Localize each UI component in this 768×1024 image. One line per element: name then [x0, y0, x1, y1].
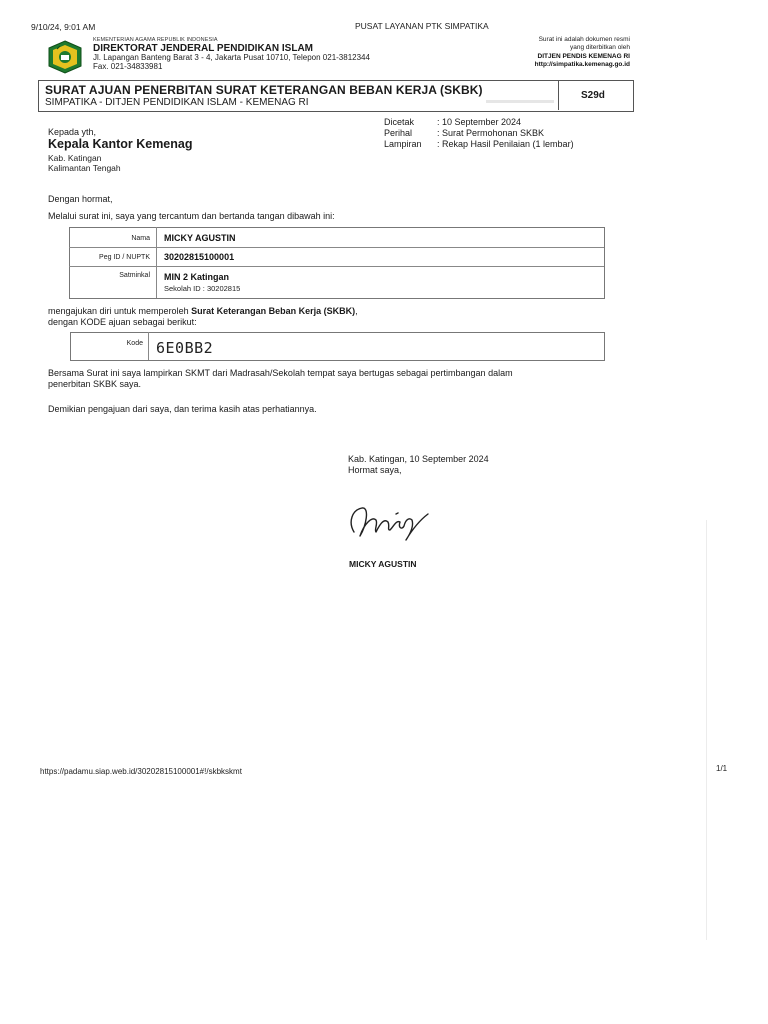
letter-subtitle: SIMPATIKA - DITJEN PENDIDIKAN ISLAM - KEMENAG RI [45, 97, 309, 108]
identity-row-divider [69, 247, 604, 248]
request-text-line2: dengan KODE ajuan sebagai berikut: [48, 317, 197, 327]
recipient-province: Kalimantan Tengah [48, 163, 121, 173]
lampiran-value: : Rekap Hasil Penilaian (1 lembar) [437, 139, 574, 149]
kode-label: Kode [126, 340, 143, 347]
nama-value: MICKY AGUSTIN [164, 233, 236, 243]
request-text-pre: mengajukan diri untuk memperoleh [48, 306, 192, 316]
lampiran-label: Lampiran [384, 139, 422, 149]
footer-url: https://padamu.siap.web.id/30202815100001#!/skbkskmt [40, 767, 242, 776]
directorate-address: Jl. Lapangan Banteng Barat 3 - 4, Jakarta Pusat 10710, Telepon 021-3812344 [93, 53, 370, 62]
kode-box [70, 332, 605, 361]
kemenag-logo-icon [46, 40, 84, 74]
dicetak-label: Dicetak [384, 117, 415, 127]
footer-page-number: 1/1 [716, 764, 728, 773]
recipient-name: Kepala Kantor Kemenag [48, 137, 193, 151]
satminkal-label: Satminkal [119, 272, 150, 279]
official-note-line2: yang diterbitkan oleh [570, 44, 630, 51]
signature-regards: Hormat saya, [348, 465, 402, 475]
request-text-post: , [355, 306, 358, 316]
attach-text-line1: Bersama Surat ini saya lampirkan SKMT dari Madrasah/Sekolah tempat saya bertugas sebagai pertimbangan dalam [48, 368, 513, 378]
title-divider [558, 80, 559, 110]
nama-label: Nama [131, 235, 150, 242]
identity-row-divider [69, 266, 604, 267]
perihal-value: : Surat Permohonan SKBK [437, 128, 545, 138]
scan-edge-line [706, 520, 707, 940]
request-text-bold: Surat Keterangan Beban Kerja (SKBK) [191, 306, 356, 316]
letter-title: SURAT AJUAN PENERBITAN SURAT KETERANGAN BEBAN KERJA (SKBK) [45, 83, 483, 97]
dicetak-value: : 10 September 2024 [437, 117, 522, 127]
pegid-label: Peg ID / NUPTK [99, 254, 150, 261]
salutation: Dengan hormat, [48, 194, 113, 204]
identity-column-divider [156, 227, 157, 298]
request-text [48, 306, 358, 316]
kode-value: 6E0BB2 [156, 339, 214, 357]
recipient-greeting: Kepada yth, [48, 127, 97, 137]
faint-watermark-mark [486, 100, 554, 103]
recipient-district: Kab. Katingan [48, 153, 102, 163]
issuer-url: http://simpatika.kemenag.go.id [534, 61, 630, 68]
form-code: S29d [581, 90, 605, 101]
signature-place-date: Kab. Katingan, 10 September 2024 [348, 454, 489, 464]
official-note-line1: Surat ini adalah dokumen resmi [538, 36, 630, 43]
print-header-title: PUSAT LAYANAN PTK SIMPATIKA [355, 21, 489, 31]
directorate-name: DIREKTORAT JENDERAL PENDIDIKAN ISLAM [93, 43, 314, 54]
directorate-fax: Fax. 021-34833981 [93, 62, 163, 71]
pegid-value: 30202815100001 [164, 252, 235, 262]
intro-text: Melalui surat ini, saya yang tercantum dan bertanda tangan dibawah ini: [48, 211, 335, 221]
satminkal-value: MIN 2 Katingan [164, 272, 230, 282]
sekolah-id: Sekolah ID : 30202815 [164, 284, 241, 293]
issuer-name: DITJEN PENDIS KEMENAG RI [537, 53, 630, 60]
closing-text: Demikian pengajuan dari saya, dan terima kasih atas perhatiannya. [48, 404, 317, 414]
kode-column-divider [148, 332, 149, 360]
print-datetime: 9/10/24, 9:01 AM [31, 22, 96, 32]
ministry-name: KEMENTERIAN AGAMA REPUBLIK INDONESIA [93, 37, 218, 43]
handwritten-signature [342, 500, 442, 546]
perihal-label: Perihal [384, 128, 413, 138]
signatory-name: MICKY AGUSTIN [349, 559, 417, 569]
attach-text-line2: penerbitan SKBK saya. [48, 379, 142, 389]
